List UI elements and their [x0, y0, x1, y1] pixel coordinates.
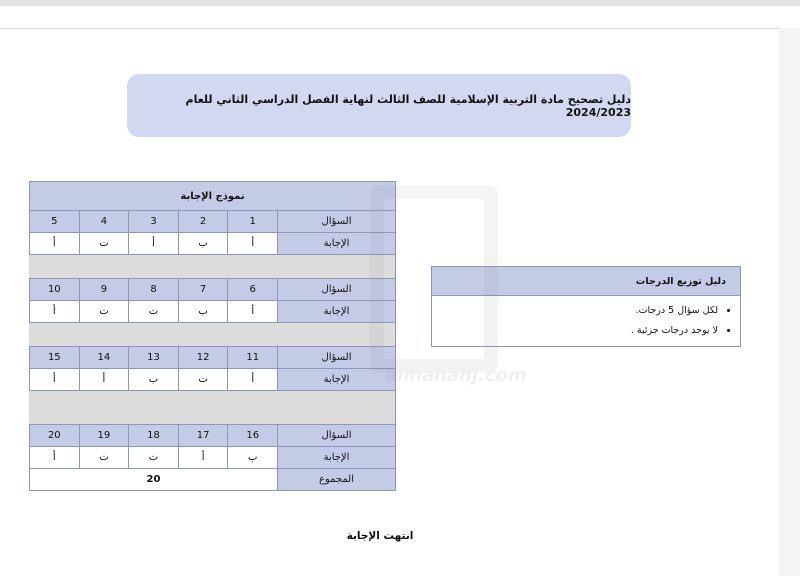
end-of-answers: انتهت الإجابة: [346, 530, 414, 542]
answer-cell: ت: [129, 301, 179, 323]
question-number: 12: [178, 347, 228, 369]
document-title-text: دليل تصحيح مادة التربية الإسلامية للصف الثالث لنهاية الفصل الدراسي الثاني للعام 2024/2023: [185, 92, 631, 119]
answer-cell: أ: [228, 369, 278, 391]
answer-label: الإجابة: [278, 301, 396, 323]
answer-cell: ب: [178, 301, 228, 323]
answer-row: [30, 301, 396, 323]
question-number: 15: [30, 347, 80, 369]
question-label: السؤال: [278, 211, 396, 233]
question-number: 13: [129, 347, 179, 369]
question-number: 9: [79, 279, 129, 301]
page-edge: [779, 28, 800, 576]
question-number: 3: [129, 211, 179, 233]
answer-cell: أ: [30, 301, 80, 323]
spacer-cell: [30, 391, 396, 425]
top-bar: [0, 0, 800, 6]
answer-cell: أ: [228, 233, 278, 255]
question-number: 20: [30, 425, 80, 447]
grading-guide-item: • لا يوجد درجات جزئية .: [432, 321, 718, 341]
total-row: [30, 469, 396, 491]
question-row: [30, 425, 396, 447]
answer-label: الإجابة: [278, 447, 396, 469]
total-value: 20: [30, 469, 278, 491]
question-number: 6: [228, 279, 278, 301]
answer-cell: ت: [178, 369, 228, 391]
question-number: 18: [129, 425, 179, 447]
question-row: [30, 279, 396, 301]
question-number: 11: [228, 347, 278, 369]
answer-cell: أ: [30, 369, 80, 391]
grading-guide-title: دليل توزيع الدرجات: [432, 267, 740, 296]
question-number: 16: [228, 425, 278, 447]
grading-guide-box: [431, 266, 741, 347]
question-label: السؤال: [278, 347, 396, 369]
answer-cell: ت: [79, 301, 129, 323]
question-number: 1: [228, 211, 278, 233]
question-number: 7: [178, 279, 228, 301]
question-number: 4: [79, 211, 129, 233]
document-title: [127, 74, 631, 137]
answer-cell: ت: [79, 447, 129, 469]
grading-guide-item: • لكل سؤال 5 درجات.: [432, 301, 718, 321]
answer-row: [30, 447, 396, 469]
answer-cell: أ: [30, 447, 80, 469]
question-row: [30, 347, 396, 369]
question-number: 10: [30, 279, 80, 301]
answer-cell: أ: [178, 447, 228, 469]
spacer-cell: [30, 255, 396, 279]
spacer-row: [30, 255, 396, 279]
question-number: 19: [79, 425, 129, 447]
answer-cell: ت: [79, 233, 129, 255]
watermark-text: almanahj.com: [385, 365, 527, 386]
top-divider: [0, 28, 800, 29]
answer-cell: ت: [129, 447, 179, 469]
answer-cell: أ: [129, 233, 179, 255]
answer-label: الإجابة: [278, 233, 396, 255]
answer-row: [30, 369, 396, 391]
question-number: 8: [129, 279, 179, 301]
question-number: 2: [178, 211, 228, 233]
question-number: 5: [30, 211, 80, 233]
question-label: السؤال: [278, 279, 396, 301]
answer-cell: ب: [178, 233, 228, 255]
spacer-row: [30, 323, 396, 347]
answer-row: [30, 233, 396, 255]
answer-cell: أ: [228, 301, 278, 323]
answer-cell: ب: [228, 447, 278, 469]
question-row: [30, 211, 396, 233]
answer-cell: أ: [30, 233, 80, 255]
answer-label: الإجابة: [278, 369, 396, 391]
question-number: 14: [79, 347, 129, 369]
answer-table-header: نموذج الإجابة: [30, 182, 396, 211]
spacer-cell: [30, 323, 396, 347]
question-number: 17: [178, 425, 228, 447]
answer-key-table: [29, 181, 396, 491]
grading-guide-list: [432, 296, 740, 346]
spacer-row: [30, 391, 396, 425]
answer-cell: ب: [129, 369, 179, 391]
answer-cell: أ: [79, 369, 129, 391]
total-label: المجموع: [278, 469, 396, 491]
question-label: السؤال: [278, 425, 396, 447]
